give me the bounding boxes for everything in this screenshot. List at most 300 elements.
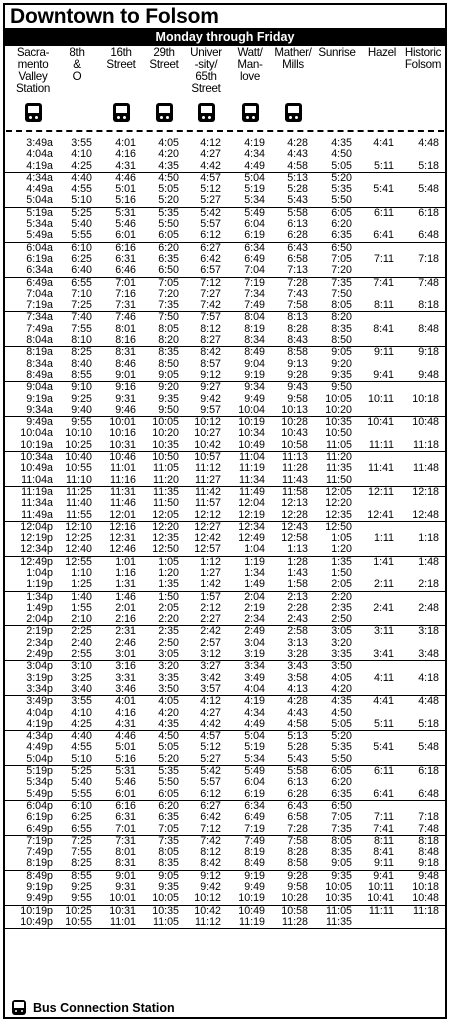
time-cell: 10:04a bbox=[20, 427, 53, 440]
time-cell: 10:35 bbox=[152, 904, 179, 917]
time-cell: 2:50 bbox=[158, 636, 179, 649]
time-cell: 4:31 bbox=[115, 159, 136, 172]
time-cell: 8:10 bbox=[71, 334, 92, 347]
time-cell: 7:19p bbox=[26, 834, 53, 847]
time-cell: 6:28 bbox=[287, 229, 308, 242]
time-cell: 12:13 bbox=[281, 497, 308, 510]
time-cell: 7:11 bbox=[373, 811, 394, 824]
time-cell: 6:43 bbox=[287, 799, 308, 812]
trip-group bbox=[3, 417, 447, 452]
time-cell: 6:11 bbox=[373, 765, 394, 778]
time-cell: 7:57 bbox=[200, 311, 221, 324]
time-cell: 3:12 bbox=[200, 648, 221, 661]
stop-header: Historic Folsom bbox=[404, 46, 442, 71]
trip-group bbox=[3, 522, 447, 557]
time-cell: 9:13 bbox=[287, 357, 308, 370]
time-cell: 10:58 bbox=[281, 904, 308, 917]
time-cell: 9:35 bbox=[158, 392, 179, 405]
time-cell: 1:05 bbox=[331, 532, 352, 545]
time-cell: 4:16 bbox=[115, 148, 136, 161]
time-cell: 6:13 bbox=[287, 776, 308, 789]
trip-group bbox=[3, 278, 447, 313]
time-cell: 6:31 bbox=[115, 252, 136, 265]
trip-row bbox=[3, 661, 447, 672]
time-cell: 8:49p bbox=[26, 869, 53, 882]
trip-group bbox=[3, 696, 447, 731]
time-cell: 4:16 bbox=[115, 706, 136, 719]
time-cell: 11:34a bbox=[21, 497, 53, 510]
time-cell: 10:49 bbox=[238, 904, 265, 917]
time-cell: 6:04p bbox=[26, 799, 53, 812]
time-cell: 6:11 bbox=[373, 206, 394, 219]
time-cell: 9:28 bbox=[287, 869, 308, 882]
time-cell: 8:58 bbox=[287, 857, 308, 870]
stop-header: Univer -sity/ 65th Street bbox=[190, 46, 222, 95]
trip-row bbox=[3, 742, 447, 753]
time-cell: 1:11 bbox=[373, 532, 394, 545]
time-cell: 11:05 bbox=[326, 438, 352, 451]
time-cell: 12:31 bbox=[109, 532, 136, 545]
bus-icon bbox=[156, 103, 173, 122]
time-cell: 4:46 bbox=[115, 730, 136, 743]
time-cell: 6:50 bbox=[331, 241, 352, 254]
time-cell: 4:10 bbox=[71, 706, 92, 719]
time-cell: 8:28 bbox=[287, 322, 308, 335]
trip-row bbox=[3, 405, 447, 416]
time-cell: 5:16 bbox=[115, 752, 136, 765]
time-cell: 10:48 bbox=[412, 892, 439, 905]
time-cell: 12:34 bbox=[238, 520, 265, 533]
time-cell: 7:27 bbox=[200, 287, 221, 300]
trip-row bbox=[3, 195, 447, 206]
time-cell: 7:48 bbox=[418, 276, 439, 289]
time-cell: 6:04 bbox=[244, 776, 265, 789]
trip-row bbox=[3, 440, 447, 451]
time-cell: 8:35 bbox=[158, 857, 179, 870]
time-cell: 9:19a bbox=[26, 392, 53, 405]
time-cell: 9:05 bbox=[158, 368, 179, 381]
time-cell: 4:12 bbox=[200, 137, 221, 149]
time-cell: 5:05 bbox=[331, 717, 352, 730]
time-cell: 6:31 bbox=[115, 811, 136, 824]
time-cell: 3:55 bbox=[71, 137, 92, 149]
time-cell: 2:05 bbox=[158, 601, 179, 614]
time-cell: 5:55 bbox=[71, 229, 92, 242]
time-cell: 4:50 bbox=[331, 148, 352, 161]
time-cell: 9:41 bbox=[373, 869, 394, 882]
time-cell: 10:42 bbox=[194, 904, 221, 917]
time-cell: 6:34a bbox=[26, 264, 53, 277]
time-cell: 4:01 bbox=[115, 695, 136, 708]
time-cell: 12:16 bbox=[109, 520, 136, 533]
time-cell: 4:35 bbox=[331, 695, 352, 708]
time-cell: 5:41 bbox=[373, 741, 394, 754]
time-cell: 8:48 bbox=[418, 846, 439, 859]
time-cell: 7:43 bbox=[287, 287, 308, 300]
time-cell: 5:28 bbox=[287, 741, 308, 754]
time-cell: 3:46 bbox=[115, 682, 136, 695]
time-cell: 6:43 bbox=[287, 241, 308, 254]
trip-row bbox=[3, 824, 447, 835]
time-cell: 10:35 bbox=[152, 438, 179, 451]
time-cell: 6:35 bbox=[331, 229, 352, 242]
time-cell: 11:13 bbox=[282, 451, 308, 464]
time-cell: 10:19a bbox=[20, 438, 53, 451]
time-cell: 9:35 bbox=[331, 869, 352, 882]
time-cell: 4:58 bbox=[287, 159, 308, 172]
time-cell: 5:04p bbox=[26, 752, 53, 765]
time-cell: 3:01 bbox=[115, 648, 136, 661]
time-cell: 10:13 bbox=[281, 403, 308, 416]
time-cell: 4:31 bbox=[115, 717, 136, 730]
time-cell: 10:40 bbox=[65, 451, 92, 464]
time-cell: 8:49a bbox=[26, 368, 53, 381]
time-cell: 8:18 bbox=[418, 299, 439, 312]
time-cell: 12:28 bbox=[281, 508, 308, 521]
time-cell: 10:48 bbox=[412, 416, 439, 429]
time-cell: 6:19 bbox=[244, 787, 265, 800]
time-cell: 6:35 bbox=[331, 787, 352, 800]
time-cell: 8:55 bbox=[71, 869, 92, 882]
time-cell: 8:40 bbox=[71, 357, 92, 370]
time-cell: 8:28 bbox=[287, 846, 308, 859]
trip-row bbox=[3, 777, 447, 788]
time-cell: 10:12 bbox=[194, 416, 221, 429]
time-cell: 1:10 bbox=[71, 566, 92, 579]
time-cell: 7:05 bbox=[158, 822, 179, 835]
time-cell: 3:18 bbox=[418, 625, 439, 638]
time-cell: 5:49 bbox=[244, 206, 265, 219]
time-cell: 10:34a bbox=[20, 451, 53, 464]
trip-row bbox=[3, 184, 447, 195]
time-cell: 3:49a bbox=[26, 137, 53, 149]
time-cell: 3:35 bbox=[158, 671, 179, 684]
time-cell: 2:41 bbox=[373, 601, 394, 614]
time-cell: 7:20 bbox=[158, 287, 179, 300]
time-cell: 4:34p bbox=[26, 730, 53, 743]
time-cell: 9:42 bbox=[200, 881, 221, 893]
trip-group bbox=[3, 731, 447, 766]
time-cell: 2:19p bbox=[26, 625, 53, 638]
time-cell: 4:35 bbox=[158, 159, 179, 172]
time-cell: 1:19 bbox=[244, 555, 265, 568]
time-cell: 4:42 bbox=[200, 717, 221, 730]
time-cell: 11:46 bbox=[110, 497, 136, 510]
time-cell: 3:50 bbox=[331, 660, 352, 673]
time-cell: 2:11 bbox=[373, 578, 394, 591]
time-cell: 6:05 bbox=[331, 206, 352, 219]
time-cell: 6:10 bbox=[71, 241, 92, 254]
time-cell: 12:27 bbox=[194, 520, 221, 533]
time-cell: 6:55 bbox=[71, 822, 92, 835]
time-cell: 8:35 bbox=[158, 346, 179, 359]
time-cell: 6:41 bbox=[373, 229, 394, 242]
time-cell: 7:10 bbox=[71, 287, 92, 300]
time-cell: 11:35 bbox=[326, 462, 352, 475]
time-cell: 8:55 bbox=[71, 368, 92, 381]
time-cell: 1:04p bbox=[26, 566, 53, 579]
time-cell: 2:35 bbox=[331, 601, 352, 614]
time-cell: 2:20 bbox=[331, 590, 352, 603]
time-cell: 2:27 bbox=[200, 613, 221, 626]
time-cell: 12:50 bbox=[152, 543, 179, 556]
time-cell: 5:19 bbox=[244, 183, 265, 196]
time-cell: 5:55 bbox=[71, 787, 92, 800]
time-cell: 9:42 bbox=[200, 392, 221, 405]
time-cell: 5:25 bbox=[71, 765, 92, 778]
time-cell: 12:05 bbox=[152, 508, 179, 521]
time-cell: 5:34p bbox=[26, 776, 53, 789]
time-cell: 5:42 bbox=[200, 765, 221, 778]
trip-row bbox=[3, 347, 447, 358]
time-cell: 3:49p bbox=[26, 695, 53, 708]
time-cell: 9:34 bbox=[244, 381, 265, 394]
time-cell: 10:12 bbox=[194, 892, 221, 905]
time-cell: 8:42 bbox=[200, 857, 221, 870]
time-cell: 7:11 bbox=[373, 252, 394, 265]
time-cell: 11:20 bbox=[153, 473, 179, 486]
time-cell: 2:12 bbox=[200, 601, 221, 614]
time-cell: 10:18 bbox=[412, 392, 439, 405]
bus-icon bbox=[113, 103, 130, 122]
time-cell: 2:34p bbox=[26, 636, 53, 649]
time-cell: 5:12 bbox=[200, 741, 221, 754]
time-cell: 4:04a bbox=[26, 148, 53, 161]
time-cell: 8:35 bbox=[331, 322, 352, 335]
time-cell: 3:40 bbox=[71, 682, 92, 695]
time-cell: 2:43 bbox=[287, 613, 308, 626]
time-cell: 11:35 bbox=[326, 915, 352, 928]
trip-row bbox=[3, 510, 447, 521]
time-cell: 6:10 bbox=[71, 799, 92, 812]
time-cell: 5:31 bbox=[115, 765, 136, 778]
time-cell: 6:50 bbox=[158, 264, 179, 277]
time-cell: 11:05 bbox=[153, 915, 179, 928]
time-cell: 4:18 bbox=[418, 671, 439, 684]
time-cell: 4:28 bbox=[287, 695, 308, 708]
time-cell: 11:35 bbox=[153, 485, 179, 498]
time-cell: 10:16 bbox=[109, 427, 136, 440]
time-cell: 1:50 bbox=[331, 566, 352, 579]
time-cell: 3:04 bbox=[244, 636, 265, 649]
time-cell: 1:13 bbox=[287, 543, 308, 556]
time-cell: 5:41 bbox=[373, 183, 394, 196]
time-cell: 10:11 bbox=[368, 881, 394, 893]
time-cell: 5:48 bbox=[418, 741, 439, 754]
trip-row bbox=[3, 498, 447, 509]
stop-header: 8th & O bbox=[69, 46, 85, 83]
time-cell: 4:27 bbox=[200, 706, 221, 719]
time-cell: 6:12 bbox=[200, 229, 221, 242]
time-cell: 7:49p bbox=[26, 846, 53, 859]
time-cell: 5:58 bbox=[287, 206, 308, 219]
trip-group bbox=[3, 871, 447, 906]
time-cell: 10:50 bbox=[152, 451, 179, 464]
trip-row bbox=[3, 812, 447, 823]
time-cell: 3:55 bbox=[71, 695, 92, 708]
time-cell: 5:50 bbox=[158, 776, 179, 789]
bus-icon bbox=[242, 103, 259, 122]
page-title: Downtown to Folsom bbox=[10, 5, 219, 28]
time-cell: 3:05 bbox=[331, 625, 352, 638]
time-cell: 6:49 bbox=[244, 252, 265, 265]
time-cell: 9:05 bbox=[158, 869, 179, 882]
time-cell: 12:25 bbox=[65, 532, 92, 545]
time-cell: 10:31 bbox=[109, 904, 136, 917]
time-cell: 8:41 bbox=[373, 846, 394, 859]
time-cell: 3:16 bbox=[115, 660, 136, 673]
time-cell: 12:49p bbox=[20, 555, 53, 568]
trip-row bbox=[3, 254, 447, 265]
time-cell: 9:19p bbox=[26, 881, 53, 893]
time-cell: 8:49 bbox=[244, 857, 265, 870]
time-cell: 12:58 bbox=[281, 532, 308, 545]
time-cell: 2:57 bbox=[200, 636, 221, 649]
time-cell: 7:28 bbox=[287, 276, 308, 289]
time-cell: 3:58 bbox=[287, 671, 308, 684]
time-cell: 4:40 bbox=[71, 171, 92, 184]
time-cell: 4:58 bbox=[287, 717, 308, 730]
time-cell: 10:55 bbox=[65, 915, 92, 928]
time-cell: 12:43 bbox=[281, 520, 308, 533]
time-cell: 2:10 bbox=[71, 613, 92, 626]
time-cell: 3:42 bbox=[200, 671, 221, 684]
time-cell: 6:20 bbox=[158, 241, 179, 254]
time-cell: 10:46 bbox=[109, 451, 136, 464]
time-cell: 7:41 bbox=[373, 276, 394, 289]
time-cell: 5:01 bbox=[115, 741, 136, 754]
time-cell: 12:35 bbox=[325, 508, 352, 521]
time-cell: 1:20 bbox=[158, 566, 179, 579]
time-cell: 4:19 bbox=[244, 695, 265, 708]
trip-row bbox=[3, 544, 447, 555]
time-cell: 6:28 bbox=[287, 787, 308, 800]
time-cell: 4:01 bbox=[115, 137, 136, 149]
time-cell: 4:35 bbox=[158, 717, 179, 730]
time-cell: 5:05 bbox=[158, 741, 179, 754]
time-cell: 5:10 bbox=[71, 194, 92, 207]
time-cell: 11:19a bbox=[21, 485, 53, 498]
time-cell: 11:16 bbox=[110, 473, 136, 486]
time-cell: 12:50 bbox=[325, 520, 352, 533]
time-cell: 9:58 bbox=[287, 881, 308, 893]
time-cell: 10:27 bbox=[194, 427, 221, 440]
time-cell: 5:20 bbox=[158, 194, 179, 207]
trip-row bbox=[3, 579, 447, 590]
time-cell: 4:04p bbox=[26, 706, 53, 719]
time-cell: 4:05 bbox=[158, 695, 179, 708]
time-cell: 12:19p bbox=[20, 532, 53, 545]
trip-group bbox=[3, 487, 447, 522]
time-cell: 1:04 bbox=[244, 543, 265, 556]
time-cell: 9:11 bbox=[373, 346, 394, 359]
time-cell: 11:12 bbox=[195, 915, 221, 928]
time-cell: 4:20 bbox=[158, 148, 179, 161]
time-cell: 1:12 bbox=[200, 555, 221, 568]
trip-row bbox=[3, 649, 447, 660]
time-cell: 10:01 bbox=[109, 892, 136, 905]
time-cell: 2:28 bbox=[287, 601, 308, 614]
time-cell: 11:01 bbox=[110, 462, 136, 475]
time-cell: 4:49p bbox=[26, 741, 53, 754]
time-cell: 7:12 bbox=[200, 276, 221, 289]
time-cell: 10:05 bbox=[325, 881, 352, 893]
time-cell: 4:10 bbox=[71, 148, 92, 161]
time-cell: 12:01 bbox=[109, 508, 136, 521]
time-cell: 2:50 bbox=[331, 613, 352, 626]
trip-row bbox=[3, 603, 447, 614]
time-cell: 5:43 bbox=[287, 752, 308, 765]
time-cell: 11:50 bbox=[326, 473, 352, 486]
time-cell: 7:18 bbox=[418, 252, 439, 265]
time-cell: 2:40 bbox=[71, 636, 92, 649]
time-cell: 7:34a bbox=[26, 311, 53, 324]
time-cell: 10:11 bbox=[368, 392, 394, 405]
time-cell: 8:04a bbox=[26, 334, 53, 347]
time-cell: 6:27 bbox=[200, 799, 221, 812]
time-cell: 9:50 bbox=[158, 403, 179, 416]
time-cell: 10:50 bbox=[325, 427, 352, 440]
time-cell: 9:05 bbox=[331, 857, 352, 870]
time-cell: 6:49 bbox=[244, 811, 265, 824]
time-cell: 3:04p bbox=[26, 660, 53, 673]
trip-row bbox=[3, 382, 447, 393]
time-cell: 4:19 bbox=[244, 137, 265, 149]
time-cell: 5:05 bbox=[158, 183, 179, 196]
time-cell: 10:55 bbox=[65, 462, 92, 475]
time-cell: 11:10 bbox=[66, 473, 92, 486]
time-cell: 11:25 bbox=[66, 485, 92, 498]
time-cell: 11:49 bbox=[239, 485, 265, 498]
time-cell: 7:18 bbox=[418, 811, 439, 824]
time-cell: 8:01 bbox=[115, 322, 136, 335]
trip-row bbox=[3, 614, 447, 625]
time-cell: 6:46 bbox=[115, 264, 136, 277]
time-cell: 2:13 bbox=[287, 590, 308, 603]
time-cell: 12:12 bbox=[194, 508, 221, 521]
time-cell: 4:34 bbox=[244, 148, 265, 161]
time-cell: 2:48 bbox=[418, 601, 439, 614]
time-cell: 11:19 bbox=[239, 915, 265, 928]
time-cell: 9:19 bbox=[244, 368, 265, 381]
time-cell: 6:19p bbox=[26, 811, 53, 824]
time-cell: 4:05 bbox=[158, 137, 179, 149]
time-cell: 1:18 bbox=[418, 532, 439, 545]
time-cell: 6:18 bbox=[418, 206, 439, 219]
time-cell: 7:01 bbox=[115, 822, 136, 835]
time-cell: 5:11 bbox=[373, 159, 394, 172]
time-cell: 9:04a bbox=[26, 381, 53, 394]
time-cell: 6:48 bbox=[418, 787, 439, 800]
time-cell: 5:35 bbox=[331, 183, 352, 196]
legend-label: Bus Connection Station bbox=[33, 1001, 175, 1015]
time-cell: 11:28 bbox=[282, 462, 308, 475]
time-cell: 4:48 bbox=[418, 137, 439, 149]
time-cell: 4:57 bbox=[200, 171, 221, 184]
time-cell: 8:05 bbox=[158, 846, 179, 859]
time-cell: 9:55 bbox=[71, 892, 92, 905]
time-cell: 9:31 bbox=[115, 881, 136, 893]
time-cell: 5:50 bbox=[331, 194, 352, 207]
time-cell: 4:49a bbox=[26, 183, 53, 196]
trip-row bbox=[3, 684, 447, 695]
time-cell: 9:35 bbox=[331, 368, 352, 381]
time-cell: 4:25 bbox=[71, 159, 92, 172]
time-cell: 9:05 bbox=[331, 346, 352, 359]
time-cell: 8:12 bbox=[200, 846, 221, 859]
time-cell: 1:01 bbox=[115, 555, 136, 568]
time-cell: 10:28 bbox=[281, 892, 308, 905]
